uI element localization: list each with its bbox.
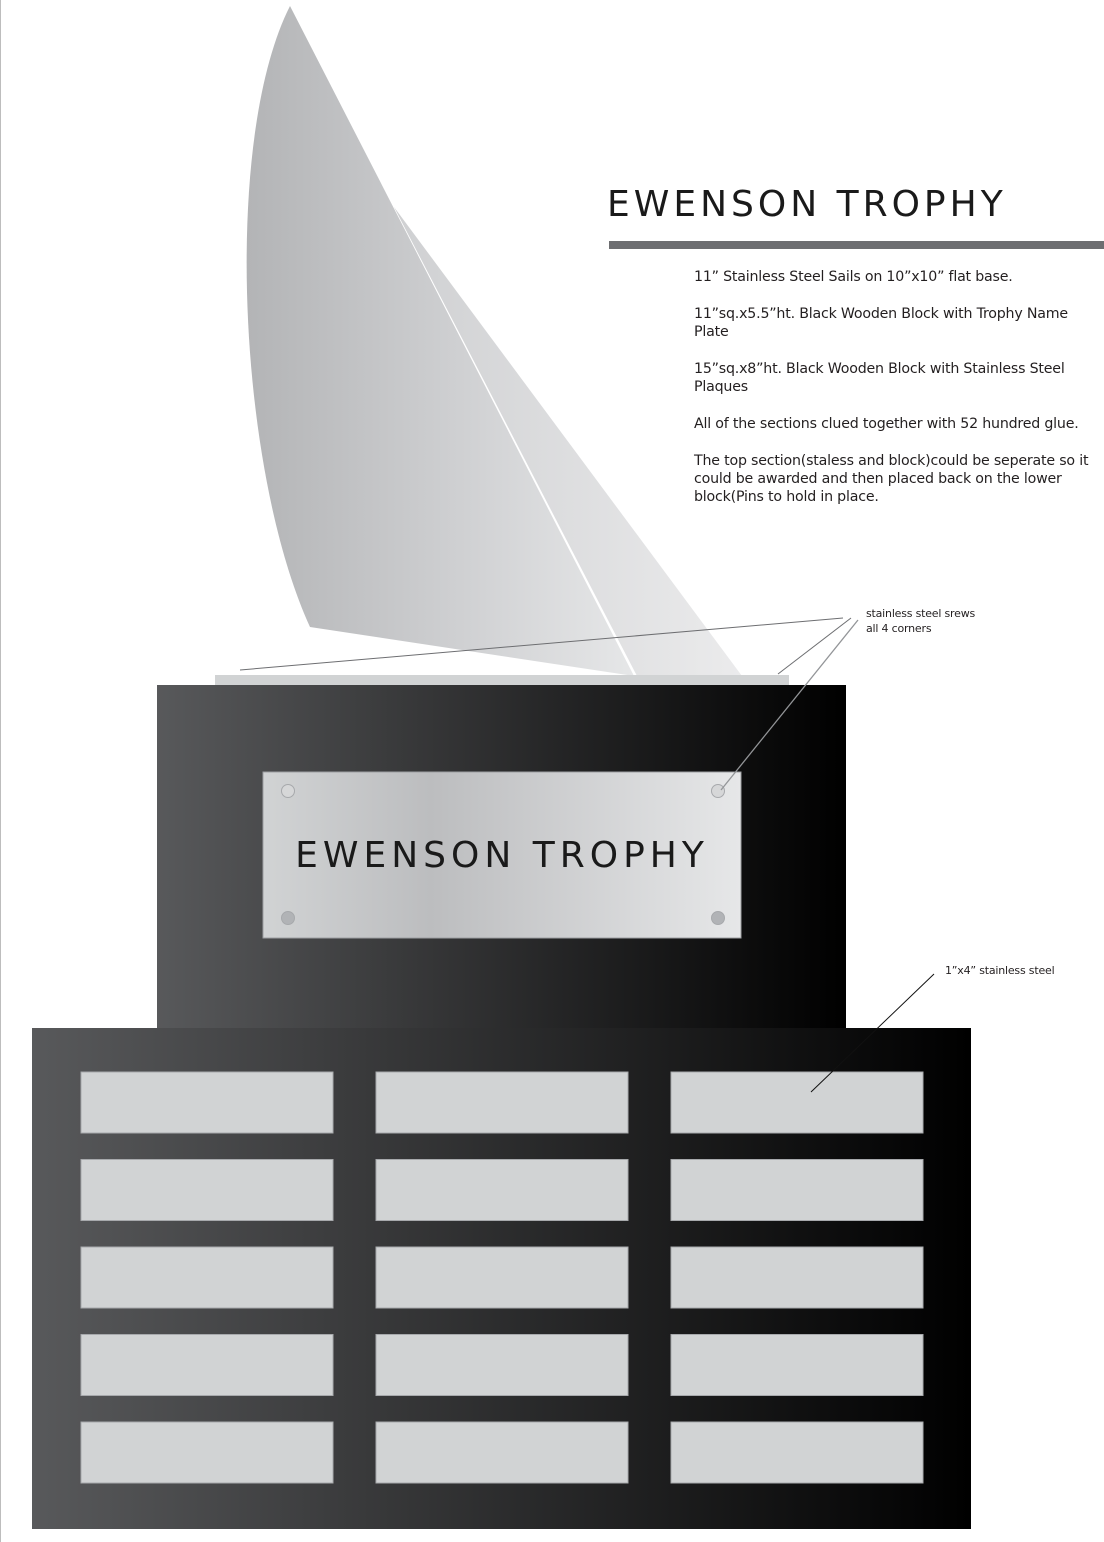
plaque	[81, 1247, 333, 1308]
screws-callout	[866, 606, 975, 636]
sail-base-plate	[215, 675, 789, 685]
plaque	[376, 1072, 628, 1133]
plaque	[376, 1160, 628, 1221]
spec-item: 11”sq.x5.5”ht. Black Wooden Block with Trophy Name Plate	[694, 306, 1068, 340]
spec-item: All of the sections clued together with 52 hundred glue.	[694, 416, 1079, 432]
plaque	[81, 1072, 333, 1133]
plaque	[671, 1422, 923, 1483]
plaque	[81, 1160, 333, 1221]
screws-callout-line-1: stainless steel srews	[866, 607, 976, 620]
specifications-list	[694, 268, 1096, 525]
spec-item: 15”sq.x8”ht. Black Wooden Block with Stainless Steel Plaques	[694, 361, 1065, 395]
screws-callout-line-2: all 4 corners	[866, 622, 932, 635]
page-title: EWENSON TROPHY	[607, 184, 1007, 225]
plaques-callout: 1”x4” stainless steel	[945, 964, 1055, 977]
spec-item: 11” Stainless Steel Sails on 10”x10” flat base.	[694, 269, 1013, 285]
plaque	[671, 1160, 923, 1221]
name-plate-text: EWENSON TROPHY	[295, 834, 709, 876]
plaque	[671, 1335, 923, 1396]
title-underline	[609, 241, 1104, 249]
plaque	[376, 1335, 628, 1396]
spec-item: The top section(staless and block)could be seperate so it could be awarded and then placed back on the lower block(Pins to hold in place.	[694, 453, 1089, 505]
plaque	[671, 1072, 923, 1133]
plaque	[81, 1422, 333, 1483]
plaque	[671, 1247, 923, 1308]
main-sail	[247, 6, 634, 676]
screws-leader-line	[778, 618, 851, 674]
plaque	[376, 1422, 628, 1483]
plaque	[81, 1335, 333, 1396]
plaque	[376, 1247, 628, 1308]
